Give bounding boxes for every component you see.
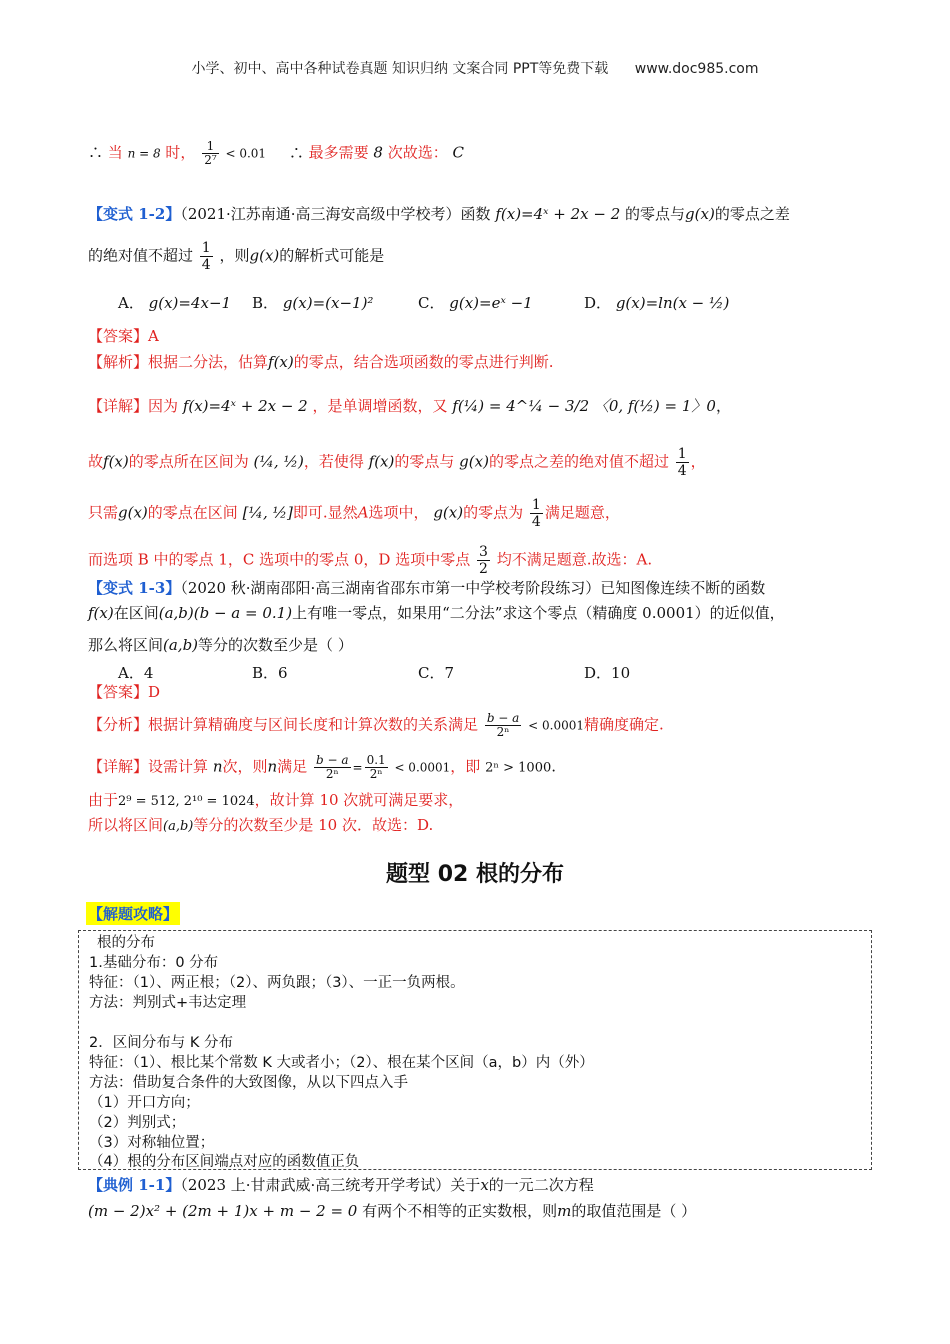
q12-detail-2: 故f(x)的零点所在区间为 (¼, ½)，若使得 f(x)的零点与 g(x)的零点之差的绝对值不超过 $\frac{1}{4}$ ， — [88, 446, 706, 479]
box-line: 2．区间分布与 K 分布 — [89, 1035, 233, 1051]
therefore-symbol: ∴ — [88, 143, 104, 162]
q13-option-d[interactable]: D．10 — [584, 664, 631, 682]
q12-line2a: 的绝对值不超过 — [88, 246, 194, 265]
box-line: （3）对称轴位置； — [89, 1135, 215, 1151]
q13-line3: 那么将区间(a,b)等分的次数至少是（ ） — [88, 636, 353, 654]
prev-most: 最多需要 — [308, 143, 369, 162]
q12-analysis: 【解析】根据二分法，估算f(x)的零点，结合选项函数的零点进行判断. — [88, 353, 554, 371]
q12-mid: 的零点与 — [625, 205, 686, 223]
q12-detail-1: 【详解】因为 f(x)=4ˣ + 2x − 2 ，是单调增函数，又 f(¼) = 4^¼ − 3/2 〈0, f(½) = 1〉0， — [88, 397, 731, 415]
q12-option-a[interactable]: A． g(x)=4x−1 — [118, 294, 232, 312]
q13-option-b[interactable]: B．6 — [252, 664, 288, 682]
page-header — [0, 58, 950, 78]
box-line: 根的分布 — [97, 935, 155, 951]
q12-source: （2021·江苏南通·高三海安高级中学校考）函数 — [180, 205, 491, 223]
box-line: 特征：（1）、两正根；（2）、两负跟；（3）、一正一负两根。 — [89, 975, 465, 991]
q12-gx: g(x) — [685, 205, 715, 223]
prev-eight: 8 — [373, 143, 383, 162]
q12-detail-4: 而选项 B 中的零点 1，C 选项中的零点 0，D 选项中零点 $\frac{3}{2}$ 均不满足题意.故选：A. — [88, 544, 653, 577]
q12-answer: 【答案】A — [88, 327, 159, 345]
q12-tag: 【变式 1-2】 — [88, 205, 181, 223]
q12-gx-2: g(x) — [249, 246, 280, 265]
q12-option-b[interactable]: B． g(x)=(x−1)² — [252, 294, 374, 312]
prev-solution-line — [88, 140, 464, 167]
box-line: （1）开口方向； — [89, 1095, 200, 1111]
q12-line1 — [88, 204, 790, 224]
box-line: （4）根的分布区间端点对应的函数值正负 — [89, 1154, 360, 1170]
q12-quarter-fraction: $\frac{1}{4}$ — [201, 240, 211, 273]
q12-line2b: ，则 — [219, 246, 250, 265]
q12-tail: 的零点之差 — [714, 205, 790, 223]
q13-detail-1: 【详解】设需计算 n次，则n满足 $\frac{b - a}{\text{2ⁿ}}$ = $\frac{0.1}{\text{2ⁿ}}$ < 0.0001，即 2ⁿ > 1000. — [88, 753, 557, 781]
q13-option-a[interactable]: A．4 — [118, 664, 154, 682]
q12-option-c[interactable]: C． g(x)=eˣ −1 — [418, 294, 533, 312]
q13-line2: f(x)在区间(a,b)(b − a = 0.1)上有唯一零点，如果用“二分法”求这个零点（精确度 0.0001）的近似值， — [88, 604, 785, 622]
q13-line1: 【变式 1-3】（2020 秋·湖南邵阳·高三湖南省邵东市第一中学校考阶段练习）已知图像连续不断的函数 — [88, 579, 766, 597]
example-line1: 【典例 1-1】（2023 上·甘肃武威·高三统考开学考试）关于x的一元二次方程 — [88, 1176, 594, 1194]
q13-fenxi: 【分析】根据计算精确度与区间长度和计算次数的关系满足 $\frac{b - a}{\text{2ⁿ}}$ < 0.0001精确度确定. — [88, 711, 664, 739]
strategy-box — [78, 930, 872, 1170]
box-line: 1.基础分布：0 分布 — [89, 955, 219, 971]
q13-answer: 【答案】D — [88, 683, 161, 701]
q13-detail-3: 所以将区间(a,b)等分的次数至少是 10 次．故选：D. — [88, 816, 434, 834]
q12-line2 — [88, 240, 384, 273]
prev-time: 时， — [165, 143, 196, 162]
prev-times: 次故选： — [387, 143, 448, 162]
box-line: （2）判别式； — [89, 1115, 186, 1131]
q13-detail-2: 由于2⁹ = 512, 2¹⁰ = 1024，故计算 10 次就可满足要求， — [88, 791, 464, 809]
prev-lt: < 0.01 — [225, 146, 267, 161]
prev-choice: C — [452, 143, 465, 162]
section-title: 题型 02 根的分布 — [386, 862, 564, 887]
therefore-symbol-2: ∴ — [288, 143, 304, 162]
q12-option-d[interactable]: D． g(x)=ln(x − ½) — [584, 294, 730, 312]
prev-n-eq: n = 8 — [127, 146, 161, 161]
header-text: 小学、初中、高中各种试卷真题 知识归纳 文案合同 PPT等免费下载 — [191, 61, 609, 77]
strategy-tag: 【解题攻略】 — [86, 902, 180, 925]
prev-fraction: $\frac{1}{\text{2⁷}}$ — [204, 139, 217, 167]
q12-detail-3: 只需g(x)的零点在区间 [¼, ½]即可.显然A选项中， g(x)的零点为 $\frac{1}{4}$ 满足题意， — [88, 497, 620, 530]
q12-line2c: 的解析式可能是 — [279, 246, 385, 265]
q12-fx: f(x)=4ˣ + 2x − 2 — [495, 205, 621, 223]
q13-option-c[interactable]: C．7 — [418, 664, 455, 682]
box-line: 特征：（1）、根比某个常数 K 大或者小；（2）、根在某个区间（a，b）内（外） — [89, 1055, 594, 1071]
box-line: 方法：判别式+韦达定理 — [89, 995, 247, 1011]
prev-when: 当 — [107, 143, 123, 162]
header-site[interactable]: www.doc985.com — [634, 61, 759, 77]
example-line2: (m − 2)x² + (2m + 1)x + m − 2 = 0 有两个不相等的正实数根，则m的取值范围是（ ） — [88, 1202, 697, 1220]
box-line: 方法：借助复合条件的大致图像，从以下四点入手 — [89, 1075, 408, 1091]
